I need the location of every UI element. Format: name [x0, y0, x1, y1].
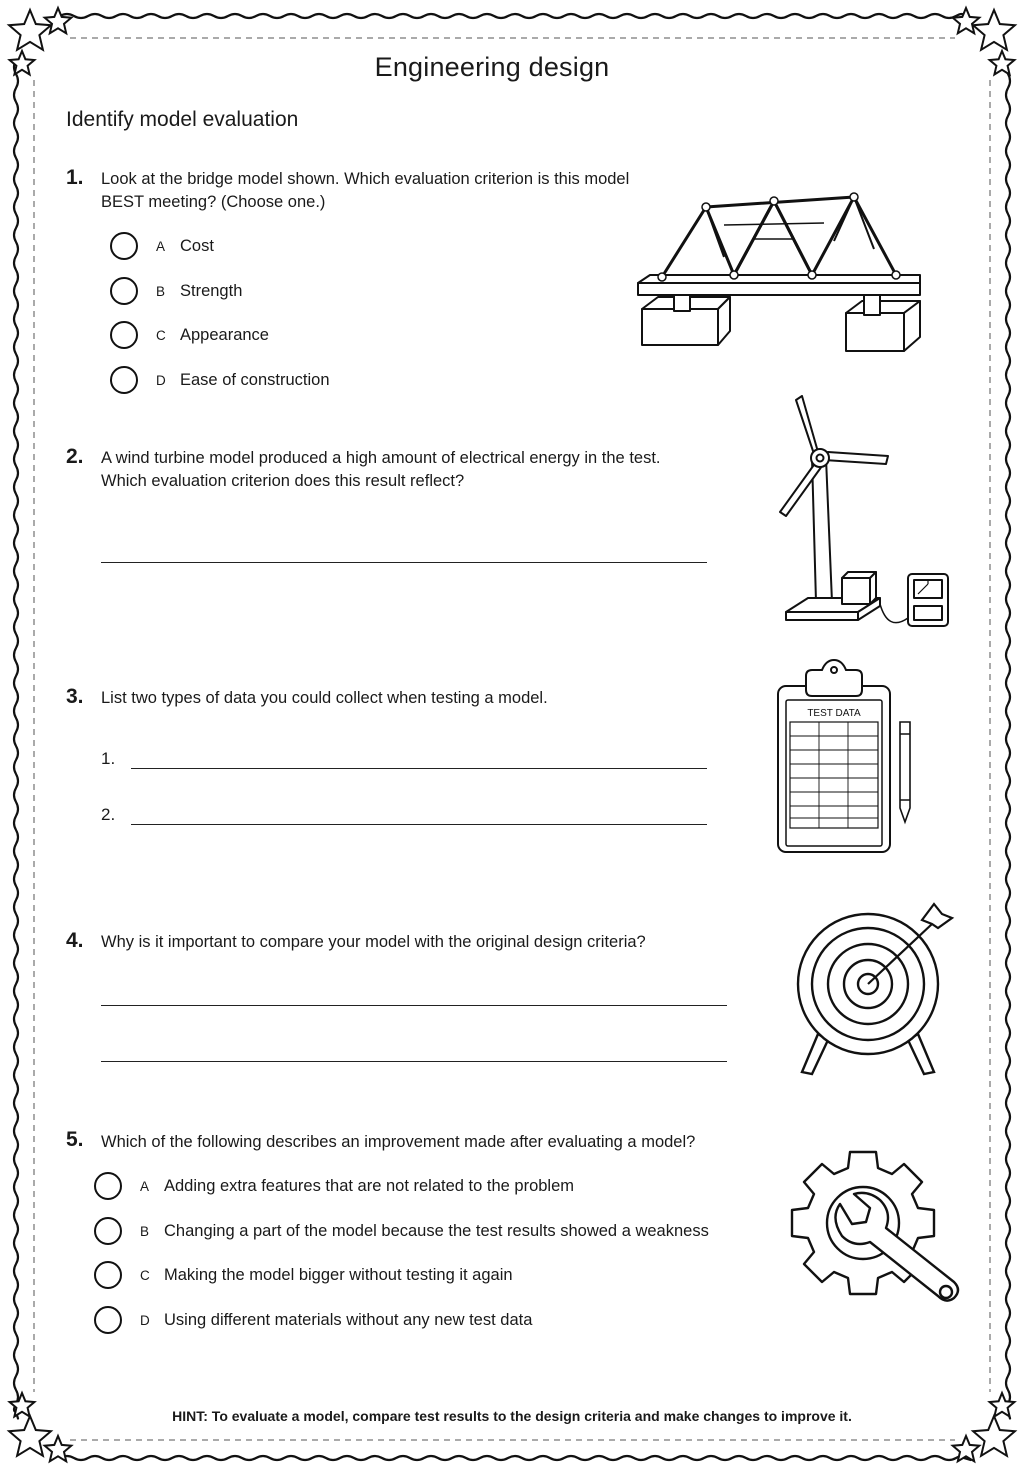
question-2-text [101, 447, 661, 493]
radio-circle[interactable] [110, 232, 138, 260]
option-text: Ease of construction [180, 370, 330, 389]
answer-label-2: 2. [101, 805, 116, 824]
option-text: Cost [180, 236, 214, 255]
question-5-text: Which of the following describes an improvement made after evaluating a model? [101, 1133, 696, 1151]
question-1-option-b[interactable] [110, 277, 242, 305]
answer-line-3-2[interactable] [131, 824, 707, 825]
answer-line-3-1[interactable] [131, 768, 707, 769]
question-1-option-a[interactable] [110, 232, 214, 260]
option-letter: D [140, 1312, 150, 1328]
question-3-number: 3. [66, 685, 84, 708]
target-icon [782, 896, 958, 1076]
answer-label-1: 1. [101, 749, 116, 768]
question-5-option-c[interactable] [94, 1261, 513, 1289]
option-text: Appearance [180, 325, 269, 344]
question-1-option-c[interactable] [110, 321, 269, 349]
answer-line-2[interactable] [101, 562, 707, 563]
wind-turbine-icon [776, 392, 952, 632]
star-icon [45, 8, 72, 33]
question-1-number: 1. [66, 166, 84, 189]
question-2-number: 2. [66, 445, 84, 468]
question-2-text-line1: A wind turbine model produced a high amount of electrical energy in the test. [101, 449, 661, 467]
option-letter: C [156, 327, 166, 343]
star-icon [9, 10, 51, 50]
option-text: Adding extra features that are not related to the problem [164, 1176, 575, 1195]
star-icon [45, 1436, 72, 1461]
option-text: Strength [180, 281, 243, 300]
option-letter: B [156, 283, 166, 299]
radio-circle[interactable] [110, 277, 138, 305]
question-3-text: List two types of data you could collect when testing a model. [101, 689, 548, 707]
answer-line-4-2[interactable] [101, 1061, 727, 1062]
section-heading: Identify model evaluation [66, 108, 299, 131]
star-icon [973, 10, 1015, 50]
option-letter: A [156, 238, 166, 254]
option-text: Changing a part of the model because the test results showed a weakness [164, 1221, 709, 1240]
star-icon [953, 8, 980, 33]
gear-wrench-icon [790, 1148, 960, 1314]
question-1-text-line1: Look at the bridge model shown. Which evaluation criterion is this model [101, 170, 630, 188]
question-5-number: 5. [66, 1128, 84, 1151]
question-5-option-b[interactable] [94, 1217, 709, 1245]
question-1-text [101, 168, 629, 214]
option-letter: A [140, 1178, 150, 1194]
hint-text: HINT: To evaluate a model, compare test results to the design criteria and make changes to improve it. [172, 1408, 852, 1424]
option-text: Making the model bigger without testing it again [164, 1265, 513, 1284]
star-icon [990, 51, 1015, 75]
option-letter: D [156, 372, 166, 388]
page-title: Engineering design [374, 52, 610, 82]
clipboard-icon [776, 660, 918, 856]
radio-circle[interactable] [94, 1306, 122, 1334]
radio-circle[interactable] [110, 321, 138, 349]
radio-circle[interactable] [94, 1172, 122, 1200]
option-letter: C [140, 1267, 150, 1283]
question-4-text: Why is it important to compare your model with the original design criteria? [101, 933, 646, 951]
answer-line-4-1[interactable] [101, 1005, 727, 1006]
question-5-option-d[interactable] [94, 1306, 532, 1334]
bridge-icon [634, 185, 924, 357]
clipboard-title: TEST DATA [807, 708, 861, 719]
option-letter: B [140, 1223, 150, 1239]
radio-circle[interactable] [94, 1261, 122, 1289]
option-text: Using different materials without any new test data [164, 1310, 533, 1329]
question-1-option-d[interactable] [110, 366, 330, 394]
radio-circle[interactable] [110, 366, 138, 394]
radio-circle[interactable] [94, 1217, 122, 1245]
question-5-option-a[interactable] [94, 1172, 574, 1200]
question-1-text-line2: BEST meeting? (Choose one.) [101, 193, 326, 211]
question-4-number: 4. [66, 929, 84, 952]
question-2-text-line2: Which evaluation criterion does this result reflect? [101, 472, 465, 490]
